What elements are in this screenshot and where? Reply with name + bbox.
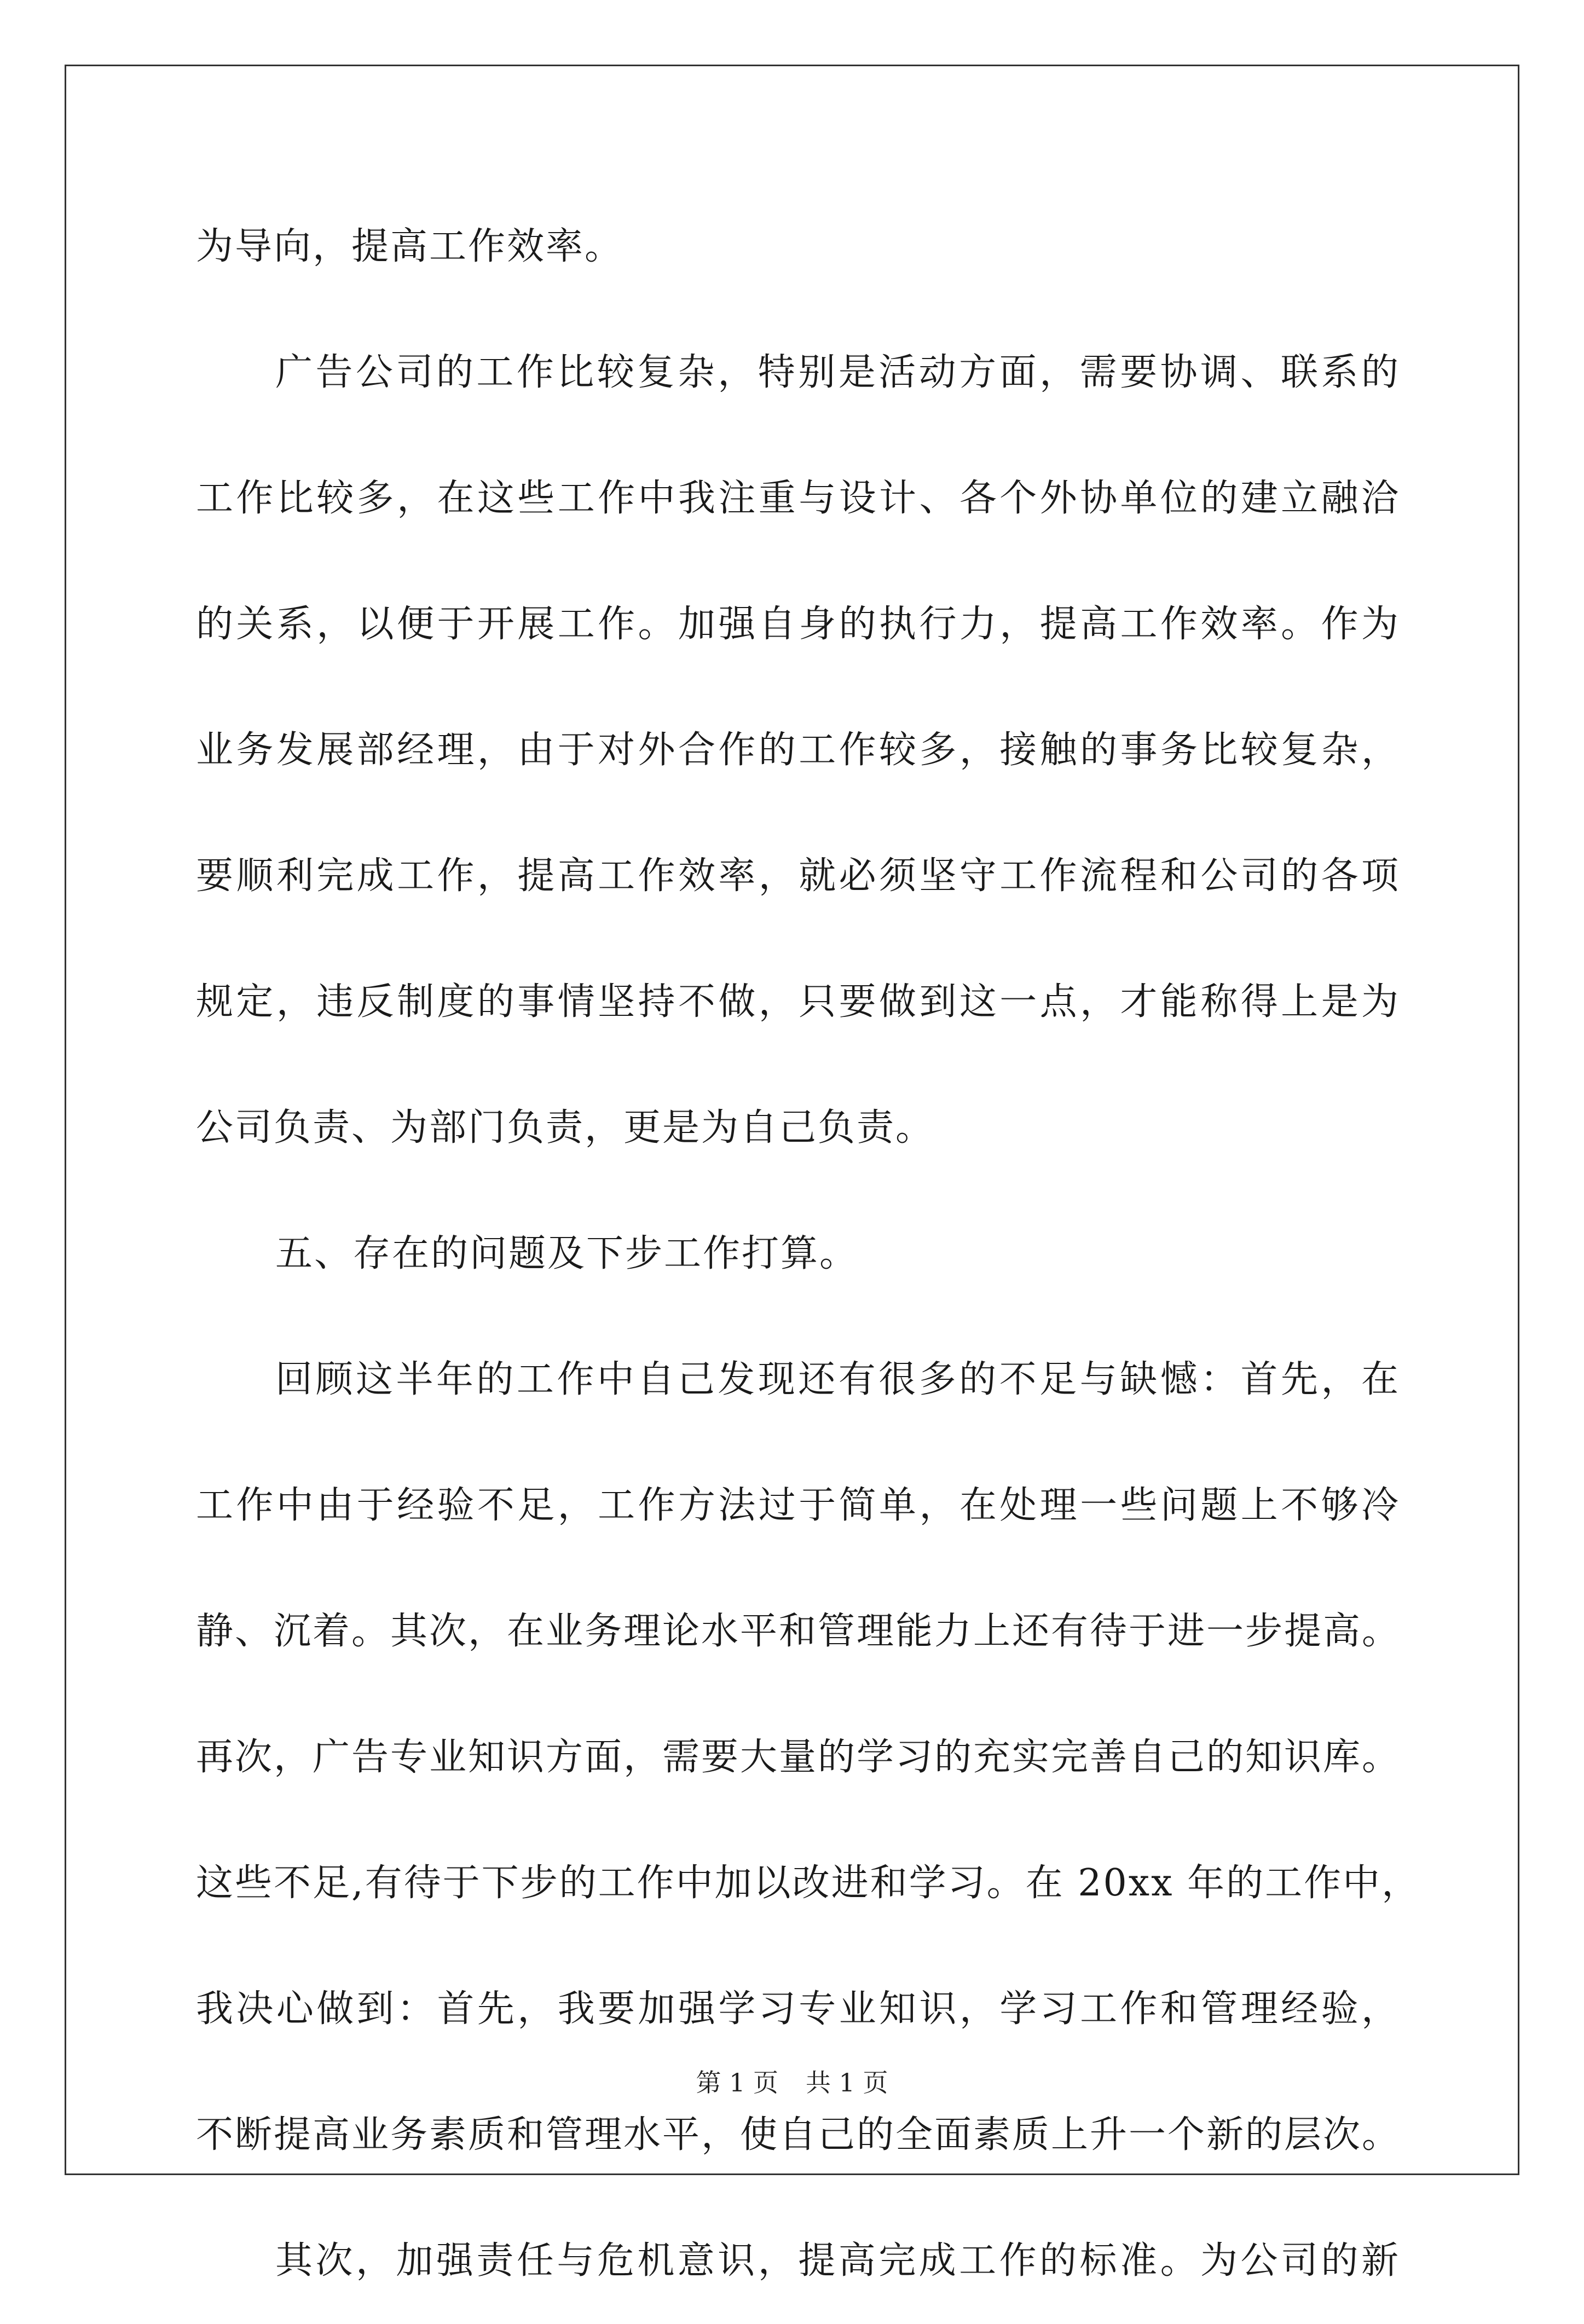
text-line: 这些不足,有待于下步的工作中加以改进和学习。在 20xx 年的工作中，	[196, 1861, 1421, 1905]
text-line: 五、存在的问题及下步工作打算。	[275, 1232, 859, 1275]
text-line: 的关系，以便于开展工作。加强自身的执行力，提高工作效率。作为	[196, 603, 1400, 646]
page-footer	[0, 2066, 1584, 2099]
text-line: 不断提高业务素质和管理水平，使自己的全面素质上升一个新的层次。	[196, 2113, 1401, 2157]
page-number-total: 共 1 页	[806, 2068, 888, 2097]
text-line: 规定，违反制度的事情坚持不做，只要做到这一点，才能称得上是为	[196, 980, 1400, 1024]
text-line: 工作比较多，在这些工作中我注重与设计、各个外协单位的建立融洽	[196, 477, 1400, 520]
text-line: 再次，广告专业知识方面，需要大量的学习的充实完善自己的知识库。	[196, 1736, 1401, 1779]
text-line: 其次，加强责任与危机意识，提高完成工作的标准。为公司的新	[275, 2239, 1400, 2282]
text-line: 工作中由于经验不足，工作方法过于简单，在处理一些问题上不够冷	[196, 1484, 1400, 1527]
text-line: 回顾这半年的工作中自己发现还有很多的不足与缺憾：首先，在	[275, 1358, 1400, 1401]
text-line: 广告公司的工作比较复杂，特别是活动方面，需要协调、联系的	[275, 351, 1400, 394]
text-line: 公司负责、为部门负责，更是为自己负责。	[196, 1106, 935, 1149]
text-line: 业务发展部经理，由于对外合作的工作较多，接触的事务比较复杂，	[196, 729, 1400, 772]
text-line: 要顺利完成工作，提高工作效率，就必须坚守工作流程和公司的各项	[196, 854, 1400, 898]
text-line: 静、沉着。其次，在业务理论水平和管理能力上还有待于进一步提高。	[196, 1610, 1401, 1653]
document-body	[196, 184, 1421, 2324]
page-number-current: 第 1 页	[696, 2068, 778, 2097]
text-line: 为导向，提高工作效率。	[196, 225, 624, 268]
text-line: 我决心做到：首先，我要加强学习专业知识，学习工作和管理经验，	[196, 1987, 1400, 2031]
